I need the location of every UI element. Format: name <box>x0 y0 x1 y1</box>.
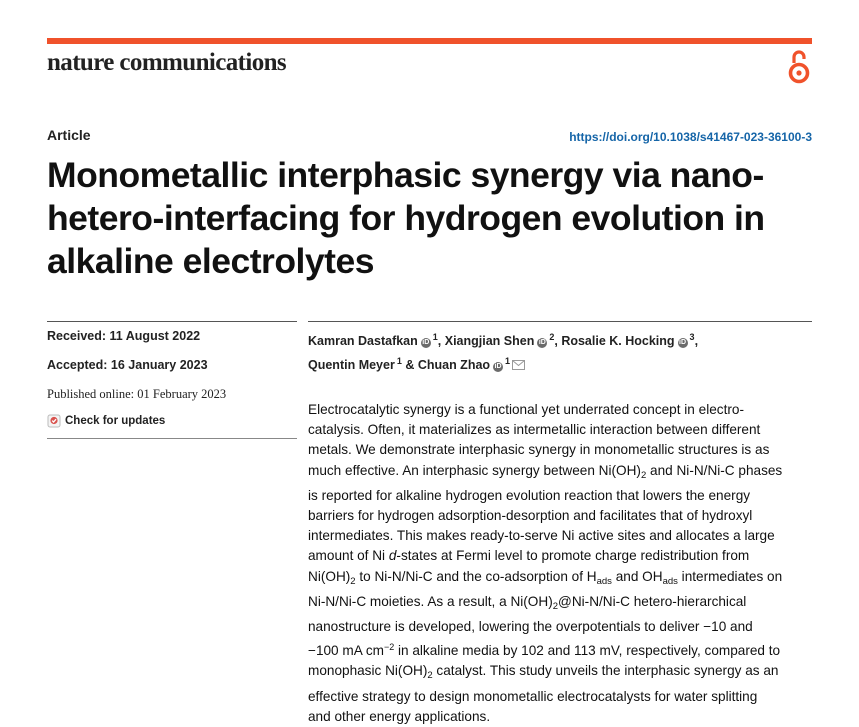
accepted-date: Accepted: 16 January 2023 <box>47 358 208 372</box>
divider <box>47 438 297 439</box>
divider <box>308 321 812 322</box>
author[interactable]: Kamran Dastafkan iD$^1$ <box>308 332 438 348</box>
accent-bar <box>47 38 812 44</box>
orcid-icon[interactable]: iD <box>494 363 502 370</box>
orcid-icon[interactable]: iD <box>679 339 687 346</box>
check-updates-icon <box>47 414 61 428</box>
check-for-updates-button[interactable] <box>47 414 165 428</box>
orcid-icon[interactable]: iD <box>422 339 430 346</box>
author[interactable]: Rosalie K. Hocking iD$^3$ <box>561 332 695 348</box>
article-title: Monometallic interphasic synergy via nano-hetero-interfacing for hydrogen evolution in alkaline electrolytes <box>47 155 765 281</box>
orcid-icon[interactable]: iD <box>538 339 546 346</box>
author[interactable]: Chuan Zhao iD$^1$ <box>417 356 511 372</box>
check-for-updates-label: Check for updates <box>65 415 166 427</box>
author[interactable]: Quentin Meyer $^1$ <box>308 356 402 372</box>
open-access-icon <box>787 46 811 86</box>
abstract: Electrocatalytic synergy is a functional yet underrated concept in electro- catalysis. Often, it materializes as intermetallic interaction between different metals. We demonstrate interphasic synergy in monometallic structures is as much effective. An interphasic synergy between $Ni(OH)_2$ and Ni-N/Ni-C phases is reported for alkaline hydrogen evolution reaction that lowers the energy barriers for hydrogen adsorption-desorption and facilitates that of hydroxyl intermediates. This makes ready-to-serve Ni active sites and allocates a large amount of Ni d-states at Fermi level to promote charge redistribution from $Ni(OH)_2$ to Ni-N/Ni-C and the co-adsorption of $H_{ads}$ and $OH_{ads}$ intermediates on Ni-N/Ni-C moieties. As a result, a $Ni(OH)_2@Ni-N/Ni-C$ hetero-hierarchical nanostructure is developed, lowering the overpotentials to deliver −10 and −100 mA $cm^{-2}$ in alkaline media by 102 and 113 mV, respectively, compared to monophasic $Ni(OH)_2$ catalyst. This study unveils the interphasic synergy as an effective strategy to design monometallic electrocatalysts for water splitting and other energy applications. <box>308 402 783 724</box>
journal-name[interactable]: nature communications <box>47 49 287 76</box>
divider <box>47 321 297 322</box>
email-icon[interactable] <box>512 360 525 370</box>
doi-link[interactable]: https://doi.org/10.1038/s41467-023-36100-3 <box>569 130 812 144</box>
article-type: Article <box>47 127 91 143</box>
author[interactable]: Xiangjian Shen iD$^2$ <box>444 332 555 348</box>
published-date: Published online: 01 February 2023 <box>47 387 227 401</box>
author-list: Kamran Dastafkan iD$^1$, Xiangjian Shen iD$^2$, Rosalie K. Hocking iD$^3$, Quentin Meyer $^1$ & Chuan Zhao iD$^1$ <box>308 332 699 372</box>
received-date: Received: 11 August 2022 <box>47 329 201 343</box>
